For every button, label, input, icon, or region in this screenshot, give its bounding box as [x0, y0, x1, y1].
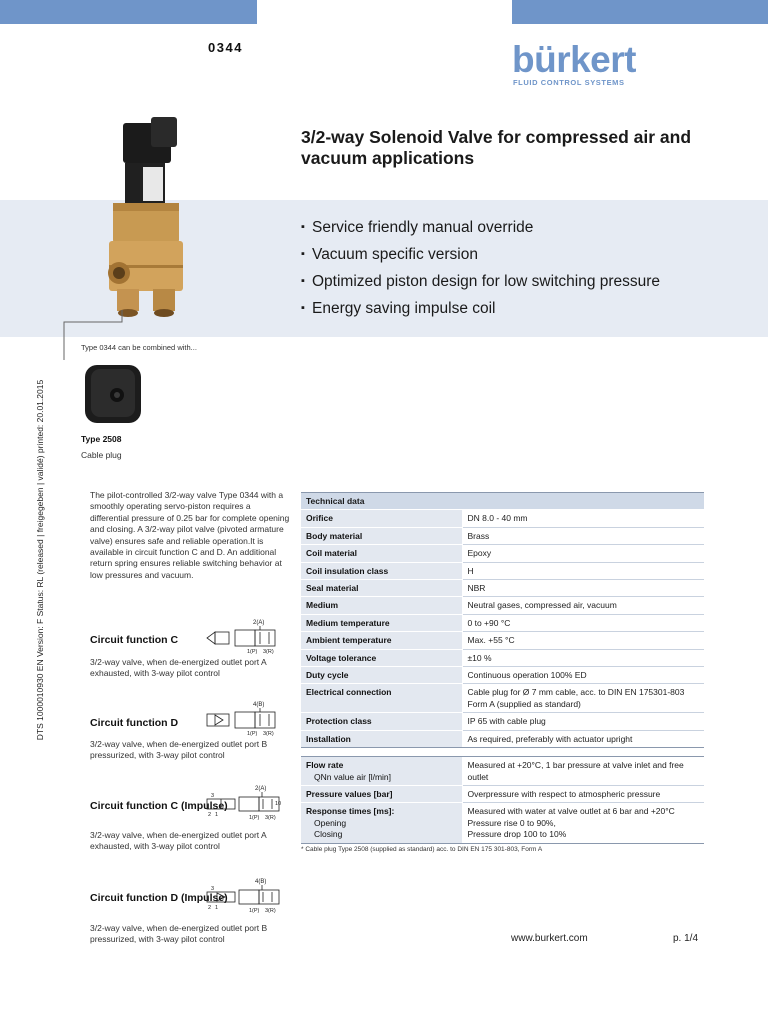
port-label: 1	[215, 812, 219, 818]
circuit-function-c-impulse-desc: 3/2-way valve, when de-energized outlet port A exhausted, with 3-way pilot control	[90, 830, 267, 852]
circuit-function-d-title: Circuit function D	[90, 717, 179, 729]
circuit-function-c-title: Circuit function C	[90, 634, 179, 646]
feature-item: ▪ Service friendly manual override	[301, 219, 534, 236]
accessory-type: Type 2508	[81, 434, 122, 444]
logo-tagline: FLUID CONTROL SYSTEMS	[513, 78, 625, 87]
product-description: The pilot-controlled 3/2-way valve Type 0344 with a smoothly operating servo-piston requires a differential pressure of 0.25 bar for complete opening and closing. A 3/2-way pilot valve (pivoted armature valve) ensures safe and reliable operation.It is available in circuit function C and D. An additional return spring ensures reliable switching behavior at low pressures and vacuum.	[90, 490, 290, 580]
combination-intro: Type 0344 can be combined with...	[81, 343, 197, 352]
table-row: Medium Neutral gases, compressed air, vacuum	[301, 597, 704, 614]
port-label: 2(A)	[255, 786, 267, 792]
port-label: 1(P)	[249, 908, 260, 914]
table-row-pressure: Pressure values [bar] Overpressure with respect to atmospheric pressure	[301, 785, 704, 802]
connector-line	[60, 300, 160, 370]
table-row: Duty cycle Continuous operation 100% ED	[301, 667, 704, 684]
port-label: 2	[208, 812, 212, 818]
table-row-flow-rate: Flow rate QNn value air [l/min] Measured at +20°C, 1 bar pressure at valve inlet and free outlet	[301, 757, 704, 786]
port-label: 1	[215, 905, 219, 911]
table-header: Technical data	[301, 493, 704, 510]
table-row: Orifice DN 8.0 - 40 mm	[301, 510, 704, 527]
cable-plug-image	[81, 361, 151, 429]
accessory-desc: Cable plug	[81, 450, 122, 460]
table-row: Seal material NBR	[301, 580, 704, 597]
table-row: Installation As required, preferably with actuator upright	[301, 730, 704, 747]
port-label: 1(P)	[249, 815, 260, 821]
table-row: Voltage tolerance ±10 %	[301, 649, 704, 666]
circuit-function-d-desc: 3/2-way valve, when de-energized outlet port B pressurized, with 3-way pilot control	[90, 739, 268, 761]
feature-list	[301, 214, 741, 322]
port-label: 10	[275, 801, 282, 807]
top-bar-left	[0, 0, 257, 24]
solenoid-valve-image	[95, 115, 195, 330]
table-footnote: * Cable plug Type 2508 (supplied as standard) acc. to DIN EN 175 301-803, Form A	[301, 846, 543, 853]
technical-data-table	[301, 493, 704, 844]
port-label: 3	[211, 886, 215, 892]
website-link[interactable]: www.burkert.com	[511, 933, 588, 944]
burkert-logo: bürkert	[512, 39, 636, 80]
port-label: 4(B)	[255, 879, 267, 885]
port-label: 3(R)	[265, 908, 276, 914]
table-row: Coil material Epoxy	[301, 545, 704, 562]
table-row: Ambient temperature Max. +55 °C	[301, 632, 704, 649]
port-label: 3(R)	[263, 649, 274, 654]
feature-item: ▪ Energy saving impulse coil	[301, 300, 496, 317]
table-row: Protection class IP 65 with cable plug	[301, 713, 704, 730]
circuit-c-symbol	[205, 618, 283, 654]
doc-code: 0344	[208, 40, 243, 55]
table-spacer	[301, 748, 704, 757]
table-row: Electrical connection Cable plug for Ø 7 mm cable, acc. to DIN EN 175301-803 Form A (supplied as standard)	[301, 684, 704, 713]
page-title: 3/2-way Solenoid Valve for compressed air and vacuum applications	[301, 127, 692, 168]
table-row-response: Response times [ms]: Opening Closing Measured with water at valve outlet at 6 bar and +20°C Pressure rise 0 to 90%, Pressure drop 100 to 10%	[301, 803, 704, 843]
feature-item: ▪ Optimized piston design for low switching pressure	[301, 273, 661, 290]
port-label: 3(R)	[265, 815, 276, 821]
circuit-function-c-impulse-title: Circuit function C (Impulse)	[90, 800, 228, 812]
circuit-d-impulse-symbol	[205, 876, 287, 914]
port-label: 2(A)	[253, 620, 265, 626]
port-label: 3(R)	[263, 731, 274, 736]
page-number: p. 1/4	[673, 933, 699, 944]
feature-item: ▪ Vacuum specific version	[301, 246, 478, 263]
document-status-note: DTS 1000010930 EN Version: F Status: RL (released | freigegeben | validé) printed: 20.01.2015	[35, 379, 45, 741]
circuit-function-c-desc: 3/2-way valve, when de-energized outlet port A exhausted, with 3-way pilot control	[90, 657, 267, 679]
circuit-function-d-impulse-desc: 3/2-way valve, when de-energized outlet port B pressurized, with 3-way pilot control	[90, 923, 268, 945]
table-row: Body material Brass	[301, 527, 704, 544]
table-row: Medium temperature 0 to +90 °C	[301, 614, 704, 631]
top-bar-right	[512, 0, 768, 24]
port-label: 1(P)	[247, 649, 258, 654]
circuit-c-impulse-symbol	[205, 783, 287, 821]
table-header-row	[301, 493, 704, 510]
port-label: 2	[208, 905, 212, 911]
port-label: 3	[211, 793, 215, 799]
circuit-function-d-impulse-title: Circuit function D (Impulse)	[90, 892, 228, 904]
port-label: 1(P)	[247, 731, 258, 736]
table-row: Coil insulation class H	[301, 562, 704, 579]
port-label: 4(B)	[253, 702, 265, 708]
circuit-d-symbol	[205, 700, 283, 736]
